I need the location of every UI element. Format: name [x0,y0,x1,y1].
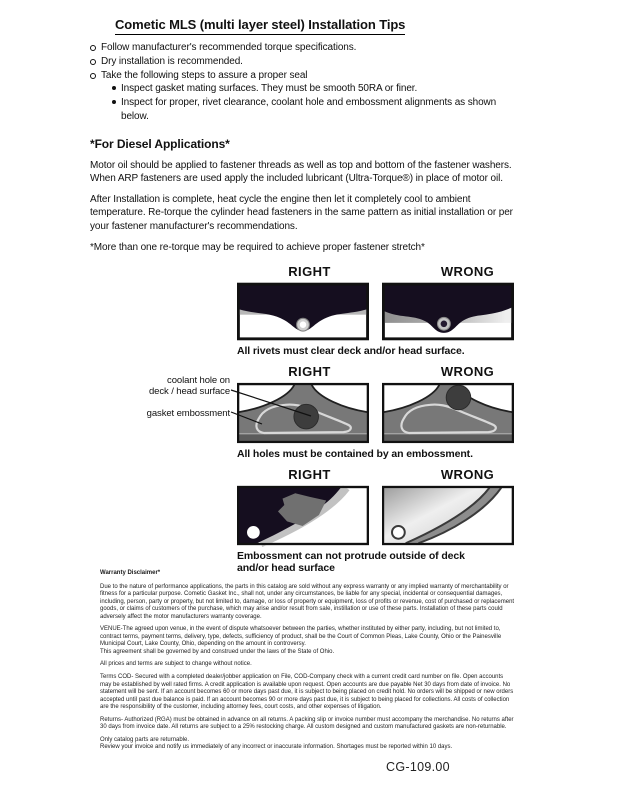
diagram-row-embossment [90,364,514,460]
tip-text: Dry installation is recommended. [101,55,243,67]
diagram-caption: Embossment can not protrude outside of deck and/or head surface [237,549,465,574]
diagram-panels [237,483,514,548]
legal-paragraph: Terms COD- Secured with a completed dealer/jobber application on File, COD-Company check with a current credit card number on file. Open accounts may be established by well rated firms. A credit application is available upon request. Open accounts are due payable Net 30 days from date of invoice. No statement will be sent. If an account becomes 60 or more days past due, it is subject to being placed on credit hold. No orders will be shipped or new orders accepted until past due balance is paid. If an account becomes 90 or more days past due, it is subject to being placed for collections. All costs of collection are the responsibility of the customer, including attorney fees, court costs, and other expenses of litigation. [100,674,514,711]
tips-list [90,41,514,124]
tip-text: Follow manufacturer's recommended torque specifications. [101,42,357,53]
wrong-label: WRONG [440,466,495,482]
diagram-panels [237,280,514,343]
coolant-hole-label: coolant hole on deck / head surface [148,374,230,397]
diagram-wrong-embossment-panel [382,380,514,446]
legal-paragraph: Only catalog parts are returnable. [100,736,190,743]
legal-paragraph: Review your invoice and notify us immediately of any incorrect or inaccurate information. Shortages must be reported within 10 days. [100,744,453,751]
bullet-icon [112,86,116,90]
tip-text: Inspect gasket mating surfaces. They must be smooth 50RA or finer. [121,83,418,95]
legal-fine-print [100,570,516,757]
deck-edge-strip [239,434,367,441]
hollow-bullet-icon [90,73,96,79]
right-label: RIGHT [288,466,331,482]
gasket-embossment-label: gasket embossment [146,407,230,419]
diagram-caption: All holes must be contained by an embossment. [237,447,473,460]
legal-paragraph: Returns- Authorized (RGA) must be obtained in advance on all returns. A packing slip or invoice number must accompany the merchandise. No returns after 30 days from invoice date. All returns are subject to a 25% restocking charge. All custom designed and custom manufactured gaskets are non-returnable. [100,716,514,731]
diagram-headers [237,364,540,379]
list-item [90,55,514,69]
diagram-caption: All rivets must clear deck and/or head surface. [237,344,465,357]
right-label: RIGHT [288,363,331,379]
legal-paragraph: Due to the nature of performance applications, the parts in this catalog are sold without any express warranty or any implied warranty of merchantability or fitness for a particular purpose. Cometic Gasket Inc., shall not, under any circumstances, be liable for any special, incidental or consequential damages, including, person, party or property, but not limited to, damage, or loss of property or equipment, loss of profits or revenue, cost of purchased or replacement goods, or claims of customers of the purchase, which may arise and/or result from sale, instillation or use of these parts. Installation of these parts could adversely affect the motor manufacturers warranty coverage. [100,583,515,620]
legal-paragraph: VENUE-The agreed upon venue, in the event of dispute whatsoever between the parties, whether instituted by either party, including, but not limited to, contract terms, payment terms, delivery, type, defects, sufficiency of product, shall be the Court of Common Pleas, Lake County, Ohio or the Painesville Municipal Court, Lake County, Ohio, depending on the amount in controversy. [100,626,502,648]
diesel-paragraph-2: After Installation is complete, heat cycle the engine then let it completely cool to ambient temperature. Re-torque the cylinder head fasteners in the same pattern as initial installation or per your fastener manufacturer's recommendations. [90,194,513,232]
diagram-row-protrusion [90,467,514,574]
diesel-paragraph-1: Motor oil should be applied to fastener threads as well as top and bottom of the fastener washers. When ARP fasteners are used apply the included lubricant (Ultra-Torque®) in place of motor oil. [90,159,512,184]
legal-paragraph: All prices and terms are subject to change without notice. [100,661,252,668]
coolant-hole [294,404,319,429]
diagram-right-protrusion-panel [237,483,369,548]
list-item [112,96,514,124]
warranty-disclaimer-heading: Warranty Disclaimer* [100,570,161,576]
bullet-icon [112,100,116,104]
right-label: RIGHT [288,263,331,279]
diagram-right-rivet-panel [237,280,369,343]
legal-paragraph: This agreement shall be governed by and construed under the laws of the State of Ohio. [100,648,335,655]
wrong-label: WRONG [440,263,495,279]
diagram-wrong-rivet-panel [382,280,514,343]
list-item [90,69,514,83]
hollow-bullet-icon [90,59,96,65]
bolt-hole [247,526,260,539]
diagram-headers [237,264,540,279]
coolant-hole [446,385,471,410]
diagram-wrong-protrusion-panel [382,483,514,548]
list-item [112,82,514,96]
tip-text: Inspect for proper, rivet clearance, coolant hole and embossment alignments as shown below. [121,97,497,122]
page-content [90,16,514,574]
deck-edge-strip [384,434,512,441]
list-item [90,41,514,55]
diagram-headers [237,467,540,482]
diagram-right-embossment-panel [237,380,369,446]
page-title [90,16,514,35]
diesel-heading: *For Diesel Applications* [90,136,230,151]
diagram-panels [237,380,514,446]
diagram-row-rivets [90,264,514,357]
wrong-label: WRONG [440,363,495,379]
page-title-text: Cometic MLS (multi layer steel) Installation Tips [115,17,405,35]
tip-text: Take the following steps to assure a proper seal [101,69,308,81]
bolt-hole [392,526,405,539]
page-code: CG-109.00 [386,760,450,774]
hollow-bullet-icon [90,45,96,51]
diesel-paragraph-3: *More than one re-torque may be required to achieve proper fastener stretch* [90,241,425,253]
